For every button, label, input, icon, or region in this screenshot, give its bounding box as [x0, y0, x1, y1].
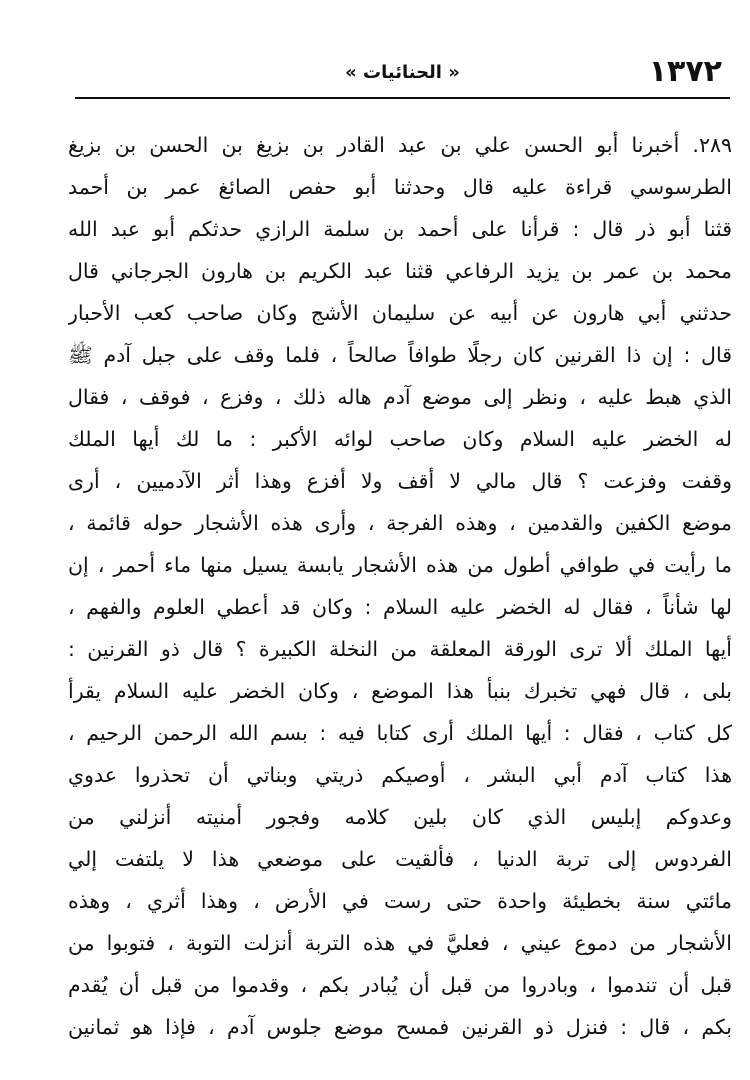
text-line: موضع الكفين والقدمين ، وهذه الفرجة ، وأرى هذه الأشجار حوله قائمة ،	[68, 511, 732, 535]
text-line: قثنا أبو ذر قال : قرأنا على أحمد بن سلمة الرازي حدثكم أبو عبد الله	[68, 217, 732, 241]
hadith-text	[68, 124, 732, 1048]
text-line: الطرسوسي قراءة عليه قال وحدثنا أبو حفص الصائغ عمر بن أحمد	[68, 175, 732, 199]
running-title: « الحنائيات »	[345, 62, 460, 83]
text-line: بكم ، قال : فنزل ذو القرنين فمسح موضع جلوس آدم ، فإذا هو ثمانين	[68, 1015, 732, 1039]
header-rule	[75, 97, 730, 99]
text-line: مائتي سنة بخطيئة واحدة حتى رست في الأرض ، وهذا أثري ، وهذه	[68, 889, 732, 913]
text-line: ٢٨٩. أخبرنا أبو الحسن علي بن عبد القادر بن بزيغ بن الحسن بن بزيغ	[68, 133, 732, 157]
text-line: محمد بن عمر بن يزيد الرفاعي قثنا عبد الكريم بن هارون الجرجاني قال	[68, 259, 732, 283]
text-line: الفردوس إلى تربة الدنيا ، فألقيت على موضعي هذا لا يلتفت إلي	[68, 847, 732, 871]
page-number: ١٣٧٢	[648, 54, 722, 89]
text-line: وقفت وفزعت ؟ قال مالي لا أقف ولا أفزع وهذا أثر الآدميين ، أرى	[68, 469, 732, 493]
text-line: لها شأناً ، فقال له الخضر عليه السلام : وكان قد أعطي العلوم والفهم ،	[68, 595, 732, 619]
text-line: حدثني أبي هارون عن أبيه عن سليمان الأشج وكان صاحب كعب الأحبار	[68, 301, 732, 325]
text-line: له الخضر عليه السلام وكان صاحب لوائه الأكبر : ما لك أيها الملك	[68, 427, 732, 451]
text-line: وعدوكم إبليس الذي كان بلين كلامه وفجور أمنيته أنزلني من	[68, 805, 732, 829]
page-header	[75, 50, 730, 98]
text-line: ما رأيت في طوافي أطول من هذه الأشجار يابسة يسيل منها ماء أحمر ، إن	[68, 553, 732, 577]
text-line: قال : إن ذا القرنين كان رجلًا طوافاً صالحاً ، فلما وقف على جبل آدم ﷺ	[68, 343, 732, 367]
text-line: الذي هبط عليه ، ونظر إلى موضع آدم هاله ذلك ، وفزع ، فوقف ، فقال	[68, 385, 732, 409]
text-line: بلى ، قال فهي تخبرك بنبأ هذا الموضع ، وكان الخضر عليه السلام يقرأ	[68, 679, 732, 703]
text-line: الأشجار من دموع عيني ، فعليَّ في هذه التربة أنزلت التوبة ، فتوبوا من	[68, 931, 732, 955]
text-line: أيها الملك ألا ترى الورقة المعلقة من النخلة الكبيرة ؟ قال ذو القرنين :	[68, 637, 732, 661]
text-line: كل كتاب ، فقال : أيها الملك أرى كتابا فيه : بسم الله الرحمن الرحيم ،	[68, 721, 732, 745]
text-line: هذا كتاب آدم أبي البشر ، أوصيكم ذريتي وبناتي أن تحذروا عدوي	[68, 763, 732, 787]
text-line: قبل أن تندموا ، وبادروا من قبل أن يُبادر بكم ، وقدموا من قبل أن يُقدم	[68, 973, 732, 997]
